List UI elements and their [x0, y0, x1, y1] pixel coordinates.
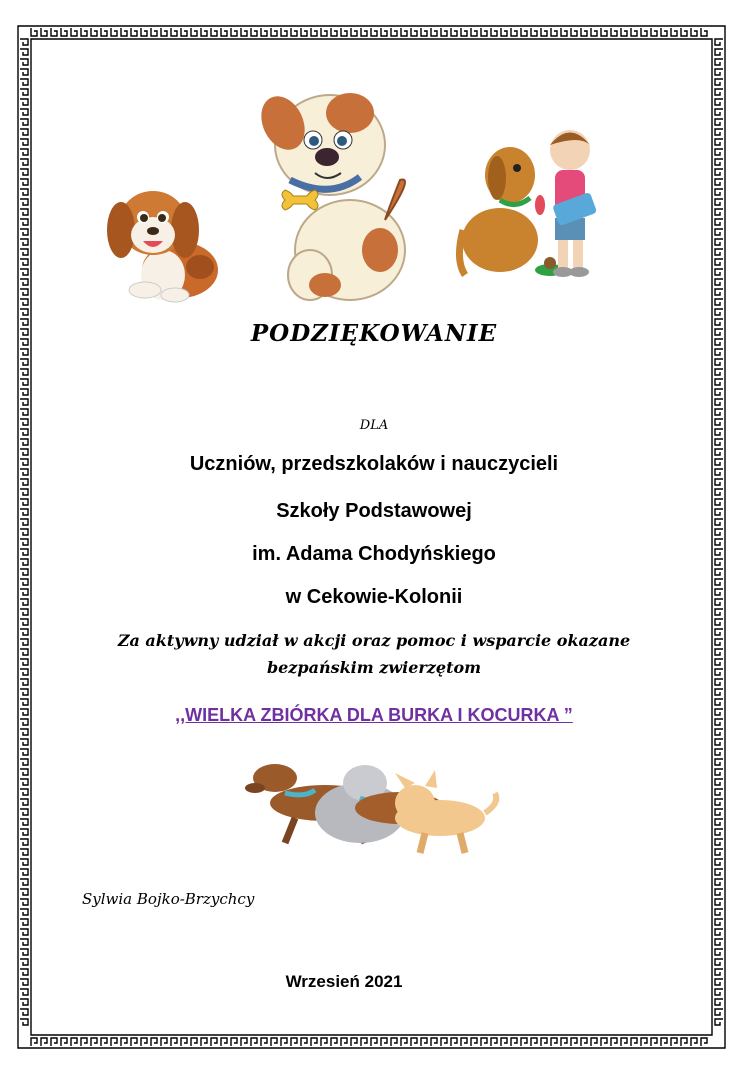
- recipient-line-1: Uczniów, przedszkolaków i nauczycieli: [189, 453, 559, 475]
- puppy-bone-collar-icon: [255, 85, 420, 305]
- reason-line-1: Za aktywny udział w akcji oraz pomoc i wsparcie okazane: [117, 631, 631, 650]
- certificate-title: PODZIĘKOWANIE: [250, 320, 498, 347]
- date: Wrzesień 2021: [285, 972, 403, 991]
- boy-feeding-dog-icon: [455, 120, 635, 285]
- signature: Sylwia Bojko-Brzychcy: [82, 890, 255, 908]
- recipient-line-2: Szkoły Podstawowej: [276, 500, 472, 522]
- running-pets-icon: [245, 748, 505, 863]
- for-label: DLA: [359, 418, 389, 433]
- reason-line-2: bezpańskim zwierzętom: [266, 658, 482, 677]
- recipient-line-4: w Cekowie-Kolonii: [285, 586, 463, 608]
- puppy-sitting-icon: [105, 175, 230, 305]
- recipient-line-3: im. Adama Chodyńskiego: [252, 543, 496, 565]
- campaign-name: ,,WIELKA ZBIÓRKA DLA BURKA I KOCURKA ”: [175, 705, 573, 725]
